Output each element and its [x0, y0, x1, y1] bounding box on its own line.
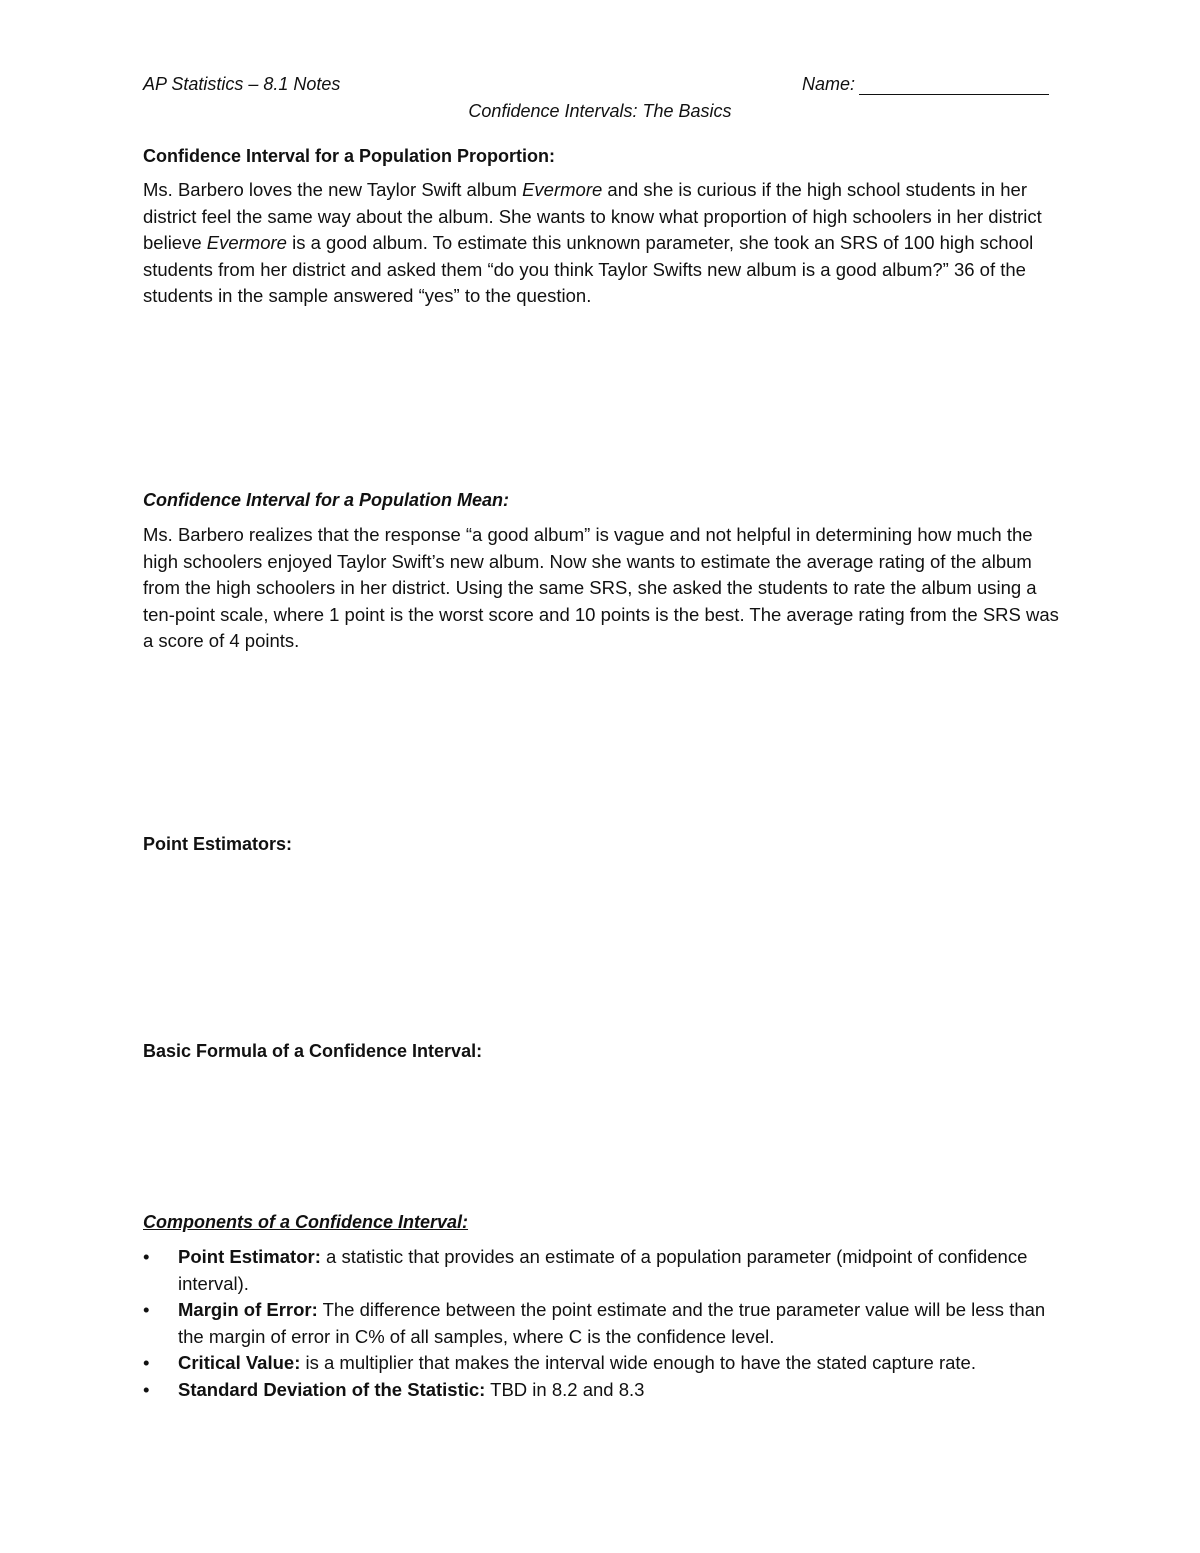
album-title-2: Evermore: [206, 232, 287, 253]
list-item: [143, 1350, 1063, 1377]
name-field: [802, 74, 1049, 95]
course-title: AP Statistics – 8.1 Notes: [143, 74, 341, 94]
bullet-dot: •: [143, 1246, 150, 1267]
list-item: [143, 1244, 1063, 1297]
proportion-text-1: Ms. Barbero loves the new Taylor Swift album: [143, 179, 523, 200]
item-text: is a multiplier that makes the interval wide enough to have the stated capture rate.: [300, 1352, 976, 1373]
proportion-heading: Confidence Interval for a Population Proportion:: [143, 146, 556, 166]
components-heading: Components of a Confidence Interval:: [143, 1212, 469, 1232]
bullet-dot: •: [143, 1352, 150, 1373]
item-text: The difference between the point estimate and the true parameter value will be less than the margin of error in C% of all samples, where C is the confidence level.: [178, 1299, 1046, 1347]
item-term: Point Estimator:: [178, 1246, 321, 1267]
proportion-paragraph: [143, 177, 1063, 310]
item-text: TBD in 8.2 and 8.3: [485, 1378, 645, 1400]
item-term: Margin of Error:: [178, 1299, 318, 1320]
proportion-text-2: and she is curious if the high school students in her district feel the same way about the album. She wants to know what proportion of high schoolers in her district believe: [143, 179, 1042, 253]
proportion-text-3: is a good album. To estimate this unknown parameter, she took an SRS of 100 high school students from her district and asked them “do you think Taylor Swifts new album is a good album?” 36 of the students in the sample answered “yes” to the question.: [143, 232, 1034, 306]
item-text: a statistic that provides an estimate of a population parameter (midpoint of confidence interval).: [178, 1246, 1028, 1294]
basic-formula-heading: Basic Formula of a Confidence Interval:: [143, 1041, 483, 1061]
mean-heading: Confidence Interval for a Population Mean:: [143, 490, 510, 510]
list-item: [143, 1377, 1063, 1404]
item-term: Standard Deviation of the Statistic:: [178, 1378, 486, 1400]
name-blank-line: [859, 78, 1049, 95]
list-item: [143, 1297, 1063, 1350]
point-estimators-heading: Point Estimators:: [143, 834, 293, 854]
mean-paragraph: Ms. Barbero realizes that the response “a good album” is vague and not helpful in determining how much the high schoolers enjoyed Taylor Swift’s new album. Now she wants to estimate the average rating of the album from the high schoolers in her district. Using the same SRS, she asked the students to rate the album using a ten-point scale, where 1 point is the worst score and 10 points is the best. The average rating from the SRS was a score of 4 points.: [143, 524, 1059, 651]
components-list: [143, 1244, 1063, 1403]
bullet-dot: •: [143, 1299, 150, 1320]
bullet-dot: •: [143, 1378, 150, 1400]
album-title-1: Evermore: [522, 179, 603, 200]
page-subtitle: Confidence Intervals: The Basics: [468, 101, 732, 121]
item-term: Critical Value:: [178, 1352, 301, 1373]
name-label: Name:: [802, 74, 856, 94]
